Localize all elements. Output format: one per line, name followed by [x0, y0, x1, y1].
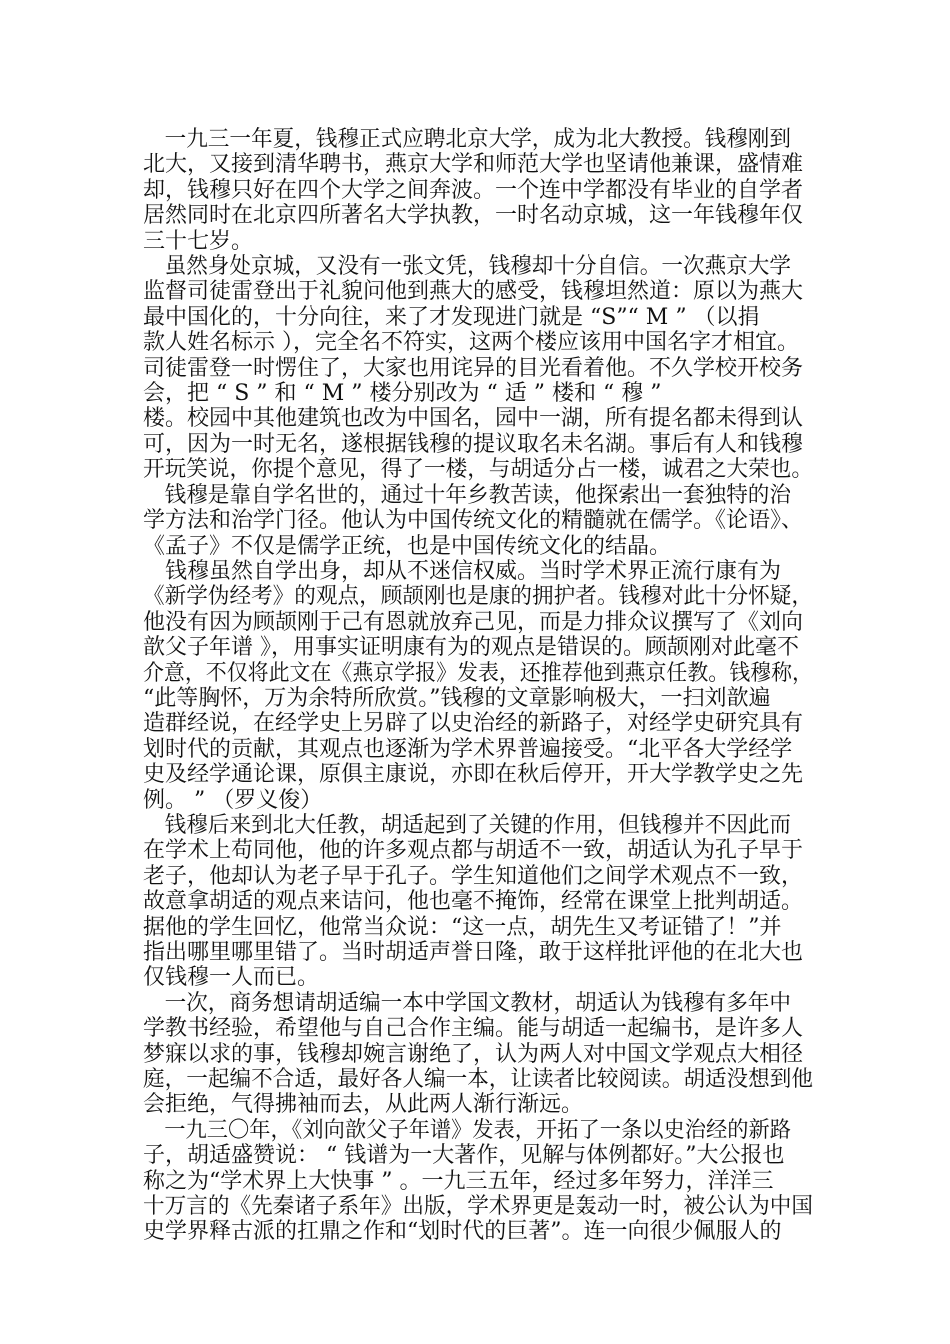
text-line: 虽然身处京城，又没有一张文凭，钱穆却十分自信。一次燕京大学: [164, 254, 792, 280]
text-line: 会拒绝，气得拂袖而去，从此两人渐行渐远。: [143, 1092, 584, 1118]
paragraph-4: [143, 559, 813, 813]
paragraph-7: [143, 1118, 813, 1245]
text-line: 学方法和治学门径。他认为中国传统文化的精髓就在儒学。《论语》、: [143, 508, 804, 534]
text-line: 指出哪里哪里错了。当时胡适声誉日隆，敢于这样批评他的在北大也: [143, 940, 804, 965]
document-body: [143, 127, 813, 1245]
text-line: 钱穆虽然自学出身，却从不迷信权威。当时学术界正流行康有为: [165, 558, 782, 584]
text-line: 子，胡适盛赞说： “ 钱谱为一大著作，见解与体例都好。”大公报也: [143, 1143, 785, 1169]
text-line: 划时代的贡献，其观点也逐渐为学术界普遍接受。“北平各大学经学: [143, 736, 793, 762]
text-line: 最中国化的，十分向往，来了才发现进门就是 “S”“ M ” （以捐: [143, 304, 760, 330]
paragraph-6: [143, 991, 813, 1118]
paragraph-1: [143, 127, 813, 254]
text-line: “此等胸怀，万为余特所欣赏。”钱穆的文章影响极大，一扫刘歆遍: [143, 685, 771, 711]
text-line: 《孟子》不仅是儒学正统，也是中国传统文化的结晶。: [143, 533, 672, 559]
text-line: 可，因为一时无名，遂根据钱穆的提议取名未名湖。事后有人和钱穆: [143, 431, 804, 457]
text-line: 钱穆后来到北大任教，胡适起到了关键的作用，但钱穆并不因此而: [164, 812, 792, 838]
text-line: 会，把 “ S ” 和 “ M ” 楼分别改为 “ 适 ” 楼和 “ 穆 ”: [143, 381, 662, 407]
paragraph-2: [143, 254, 813, 483]
text-line: 《新学伪经考》的观点，顾颉刚也是康的拥护者。钱穆对此十分怀疑，: [143, 584, 814, 610]
text-line: 一次，商务想请胡适编一本中学国文教材，胡适认为钱穆有多年中: [164, 990, 792, 1016]
text-line: 学教书经验，希望他与自己合作主编。能与胡适一起编书，是许多人: [143, 1016, 804, 1042]
text-line: 例。 ” （罗义俊）: [143, 787, 323, 813]
text-line: 介意，不仅将此文在《燕京学报》发表，还推荐他到燕京任教。钱穆称，: [143, 660, 814, 686]
text-line: 监督司徒雷登出于礼貌问他到燕大的感受，钱穆坦然道：原以为燕大: [143, 279, 804, 305]
text-line: 开玩笑说，你提个意见，得了一楼，与胡适分占一楼，诚君之大荣也。: [143, 457, 814, 483]
text-line: 一九三〇年，《刘向歆父子年谱》发表，开拓了一条以史治经的新路: [164, 1117, 791, 1143]
text-line: 故意拿胡适的观点来诘问，他也毫不掩饰，经常在课堂上批判胡适。: [143, 889, 804, 915]
text-line: 一九三一年夏，钱穆正式应聘北京大学，成为北大教授。钱穆刚到: [164, 127, 792, 152]
text-line: 梦寐以求的事，钱穆却婉言谢绝了，认为两人对中国文学观点大相径: [143, 1041, 804, 1067]
text-line: 十万言的《先秦诸子系年》出版，学术界更是轰动一时，被公认为中国: [143, 1194, 814, 1220]
text-line: 称之为“学术界上大快事 ” 。一九三五年，经过多年努力，洋洋三: [143, 1168, 774, 1194]
text-line: 钱穆是靠自学名世的，通过十年乡教苦读，他探索出一套独特的治: [164, 482, 792, 508]
text-line: 居然同时在北京四所著名大学执教，一时名动京城，这一年钱穆年仅: [143, 203, 804, 229]
text-line: 北大，又接到清华聘书，燕京大学和师范大学也坚请他兼课，盛情难: [143, 152, 804, 178]
text-line: 仅钱穆一人而已。: [143, 965, 320, 991]
text-line: 在学术上苟同他，他的许多观点都与胡适不一致，胡适认为孔子早于: [143, 838, 804, 864]
text-line: 楼。校园中其他建筑也改为中国名，园中一湖，所有提名都未得到认: [143, 406, 804, 432]
paragraph-3: [143, 483, 813, 559]
text-line: 司徒雷登一时愣住了，大家也用诧异的目光看着他。不久学校开校务: [143, 355, 804, 381]
text-line: 庭，一起编不合适，最好各人编一本，让读者比较阅读。胡适没想到他: [143, 1067, 814, 1093]
text-line: 款人姓名标示 ），完全名不符实，这两个楼应该用中国名字才相宜。: [143, 330, 799, 356]
text-line: 却，钱穆只好在四个大学之间奔波。一个连中学都没有毕业的自学者: [143, 177, 804, 203]
text-line: 据他的学生回忆，他常当众说：“这一点，胡先生又考证错了！”并: [143, 914, 782, 940]
paragraph-5: [143, 813, 813, 991]
text-line: 老子，他却认为老子早于孔子。学生知道他们之间学术观点不一致，: [143, 863, 804, 889]
text-line: 史及经学通论课，原俱主康说，亦即在秋后停开，开大学教学史之先: [143, 762, 804, 788]
text-line: 他没有因为顾颉刚于己有恩就放弃己见，而是力排众议撰写了《刘向: [143, 609, 804, 635]
text-line: 史学界释古派的扛鼎之作和“划时代的巨著”。连一向很少佩服人的: [143, 1219, 782, 1245]
text-line: 三十七岁。: [143, 228, 254, 254]
text-line: 造群经说，在经学史上另辟了以史治经的新路子，对经学史研究具有: [143, 711, 804, 737]
text-line: 歆父子年谱 》，用事实证明康有为的观点是错误的。顾颉刚对此毫不: [143, 635, 799, 661]
